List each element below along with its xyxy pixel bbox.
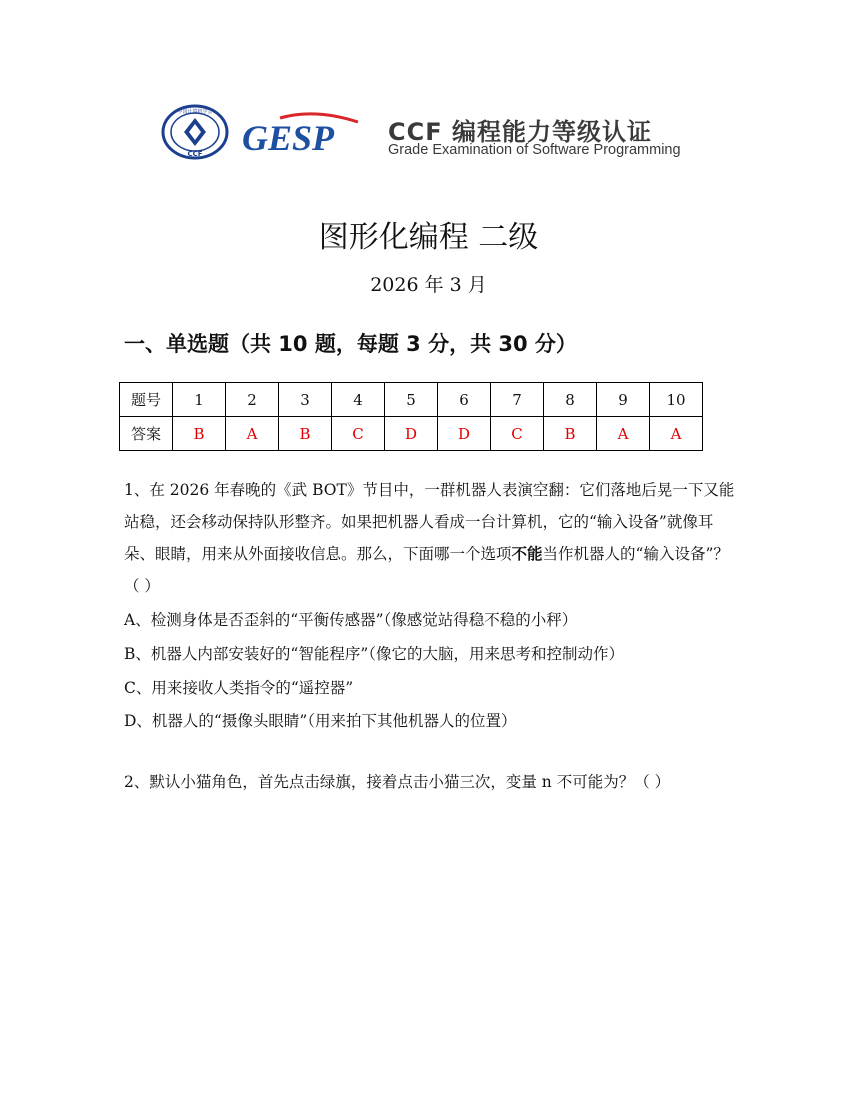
question-number-cell: 10	[650, 383, 703, 417]
answer-cell: B	[544, 417, 597, 451]
answer-table	[119, 382, 703, 451]
seal-top-text: 中国计算机学会	[177, 109, 213, 115]
answer-cell: A	[650, 417, 703, 451]
exam-header	[160, 104, 700, 160]
question-number-cell: 8	[544, 383, 597, 417]
answer-cell: D	[385, 417, 438, 451]
answer-table-number-row	[120, 383, 703, 417]
seal-bottom-text: CCF	[187, 150, 203, 158]
question-number-cell: 3	[279, 383, 332, 417]
question-number-cell: 4	[332, 383, 385, 417]
answer-cell: A	[597, 417, 650, 451]
answer-cell: B	[173, 417, 226, 451]
answer-cell: B	[279, 417, 332, 451]
question-number-cell: 5	[385, 383, 438, 417]
question-1-option-c: C、用来接收人类指令的“遥控器”	[124, 679, 354, 697]
brand-title-en: Grade Examination of Software Programming	[388, 142, 681, 158]
ccf-seal-logo	[160, 104, 230, 160]
answer-cell: C	[491, 417, 544, 451]
exam-title: 图形化编程 二级	[318, 220, 539, 255]
question-1-stem-text: 1、在 2026 年春晚的《武 BOT》节目中，一群机器人表演空翻：它们落地后晃一下又能站稳，还会移动保持队形整齐。如果把机器人看成一台计算机，它的“输入设备”就像耳朵、眼睛，用来从外面接收信息。那么，下面哪一个选项	[124, 481, 735, 563]
exam-date: 2026 年 3 月	[370, 274, 487, 296]
question-1-emphasis: 不能	[511, 545, 543, 563]
answer-cell: A	[226, 417, 279, 451]
question-number-cell: 1	[173, 383, 226, 417]
question-1-option-d: D、机器人的“摄像头眼睛”（用来拍下其他机器人的位置）	[124, 712, 517, 730]
question-number-cell: 2	[226, 383, 279, 417]
gesp-logo	[240, 110, 370, 158]
gesp-wordmark: GESP	[242, 118, 335, 158]
question-number-cell: 9	[597, 383, 650, 417]
row-label-answer: 答案	[120, 417, 173, 451]
question-number-cell: 7	[491, 383, 544, 417]
question-1-stem	[124, 474, 736, 602]
question-1-option-a: A、检测身体是否歪斜的“平衡传感器”（像感觉站得稳不稳的小秤）	[124, 611, 578, 629]
question-1-option-b: B、机器人内部安装好的“智能程序”（像它的大脑，用来思考和控制动作）	[124, 645, 624, 663]
section-heading: 一、单选题（共 10 题，每题 3 分，共 30 分）	[124, 332, 577, 356]
question-1-stem-tail: 当作机器人的“输入设备”？（ ）	[124, 545, 729, 595]
question-2-stem: 2、默认小猫角色，首先点击绿旗，接着点击小猫三次，变量 n 不可能为？（ ）	[124, 773, 671, 791]
question-number-cell: 6	[438, 383, 491, 417]
answer-cell: D	[438, 417, 491, 451]
answer-cell: C	[332, 417, 385, 451]
row-label-number: 题号	[120, 383, 173, 417]
answer-table-answer-row	[120, 417, 703, 451]
brand-title-cn: CCF 编程能力等级认证	[388, 118, 652, 146]
